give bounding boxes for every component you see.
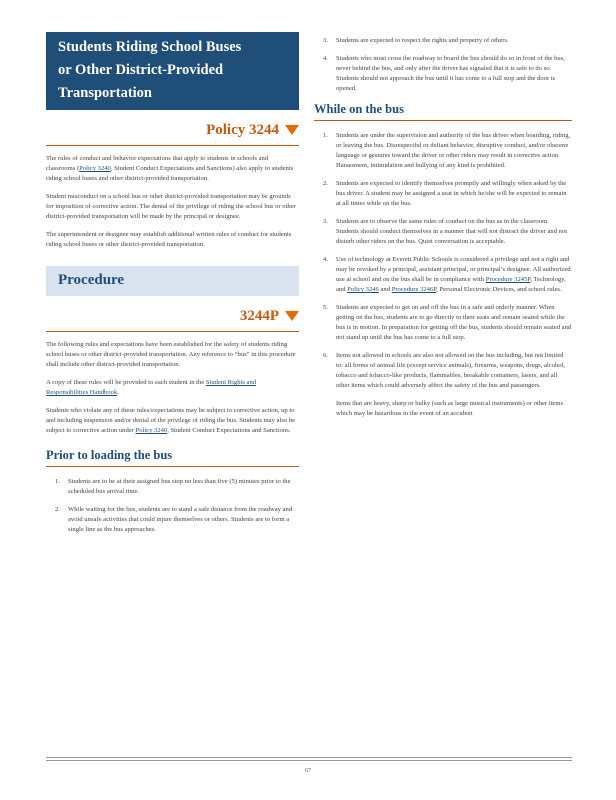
- title-line-3: Transportation: [58, 85, 152, 101]
- item-number: 4.: [323, 256, 328, 263]
- item-text: Use of technology at Everett Public Schools is considered a privilege and not a right and may be revoked by a principal, assistant principal, or principal’s designee. All authorized use at school and on the bus shall be in compliance with: [336, 256, 571, 283]
- item-number: 1.: [55, 478, 60, 485]
- item-text: Students are expected to get on and off the bus in a safe and orderly manner. When getting on the bus, students are to go directly to their seats and remain seated while the bus is in motion. In preparation for getting off the bus, students should remain seated and not stand up until the bus has come to a full stop.: [336, 304, 572, 341]
- list-item: [46, 505, 299, 535]
- procedure-paragraph-1: The following rules and expectations have been established for the safety of students riding school buses or other district-provided transportation. Any reference to “bus” in this procedure shall include other district-provided transportation.: [46, 341, 296, 368]
- list-item: [314, 131, 572, 171]
- procedure-paragraph-3: [46, 406, 299, 436]
- intro-p1-text-b: , Student Conduct Expectations and Sanctions) also apply to students riding school buses and other district-provided transportation.: [46, 165, 294, 182]
- procedure-3245p-link[interactable]: Procedure 3245P: [485, 276, 531, 283]
- prior-to-loading-list: [46, 477, 299, 535]
- item-text: Students are under the supervision and authority of the bus driver when boarding, riding, or leaving the bus. Disrespectful or defiant behavior, disruptive conduct, and/or obscene language or gestures toward the driver or other riders may result in corrective action. Harassment, intimidation and bullying of any kind is prohibited.: [336, 132, 571, 169]
- item-text: Items not allowed in schools are also not allowed on the bus including, but not limited to: all forms of animal life (except service animals), firearms, weapons, drugs, alcohol, tobacco and tobacco-like products, flammables, breakable containers, lasers, and all other items which could adversely affect the safety of the bus and passengers.: [336, 352, 566, 389]
- item-text: Students are expected to respect the rights and property of others.: [336, 37, 509, 44]
- item-text: Students are expected to identify themselves promptly and willingly when asked by the bus driver. A student may be assigned a seat in which he/she will be expected to remain at all times while on the bus.: [336, 180, 567, 207]
- footer-rule: [46, 757, 572, 763]
- item-number: 5.: [323, 304, 328, 311]
- prior-to-loading-list-continued: [314, 36, 572, 94]
- policy-3240-link[interactable]: Policy 3240: [135, 427, 168, 434]
- proc-p3-text-b: , Student Conduct Expectations and Sanctions.: [167, 427, 291, 434]
- while-on-bus-list: [314, 131, 572, 419]
- list-item: [314, 303, 572, 343]
- policy-3240-link[interactable]: Policy 3240: [79, 165, 111, 172]
- title-line-2: or Other District-Provided: [58, 62, 224, 78]
- list-item: [314, 36, 572, 46]
- policy-divider: [46, 145, 299, 146]
- policy-number-row: [46, 120, 299, 140]
- title-line-1: Students Riding School Buses: [58, 39, 242, 55]
- page-number: 67: [305, 768, 311, 774]
- policy-title-banner: [46, 32, 299, 110]
- procedure-heading: Procedure: [58, 272, 125, 288]
- proc-p3-text-a: Students who violate any of these rules/expectations may be subject to corrective action, up to and including suspension and/or denial of the privilege of riding the bus. Students may also be subject to corrective action under: [46, 407, 296, 434]
- handbook-link[interactable]: Student Rights and Responsibilities Handbook: [46, 379, 257, 396]
- list-item: [314, 179, 572, 209]
- item-text-continued: Items that are heavy, sharp or bulky (such as large musical instruments) or other items which may be hazardous in the event of an accident: [336, 400, 564, 417]
- right-column: [314, 32, 572, 427]
- proc-p2-text-a: A copy of these rules will be provided to each student in the: [46, 379, 206, 386]
- intro-paragraph-3: The superintendent or designee may establish additional written rules of conduct for students riding school buses or other district-provided transportation.: [46, 231, 292, 248]
- policy-number: Policy 3244: [206, 121, 279, 138]
- item-text: Students who must cross the roadway to board the bus should do so in front of the bus, never behind the bus, and only after the driver has signaled that it is safe to do so. Students should not approach the bus until it has come to a full stop and the door is opened.: [336, 55, 565, 92]
- procedure-number: 3244P: [239, 307, 279, 324]
- triangle-down-icon: [285, 125, 299, 135]
- item-text: and: [378, 286, 392, 293]
- proc-p2-text-b: .: [117, 389, 119, 396]
- item-text: Students are to observe the same rules of conduct on the bus as in the classroom. Students should conduct themselves in a manner that will not distract the driver and not disturb other riders on the bus. Quiet conversation is acceptable.: [336, 218, 568, 245]
- intro-paragraph-1: [46, 154, 299, 184]
- item-text: , Technology, and: [336, 276, 566, 293]
- item-text: Students are to be at their assigned bus stop no less than five (5) minutes prior to the scheduled bus arrival time.: [68, 478, 291, 495]
- item-number: 2.: [55, 506, 60, 513]
- item-number: 3.: [323, 218, 328, 225]
- procedure-divider: [46, 331, 299, 332]
- policy-3246-link[interactable]: Policy 3246: [347, 286, 379, 293]
- list-item: [46, 477, 299, 497]
- item-number: 2.: [323, 180, 328, 187]
- item-number: 4.: [323, 55, 328, 62]
- item-text: , Personal Electronic Devices, and school rules.: [436, 286, 562, 293]
- item-number: 1.: [323, 132, 328, 139]
- list-item: [314, 217, 572, 247]
- procedure-paragraph-2: [46, 378, 299, 398]
- procedure-banner: [46, 266, 299, 296]
- intro-p1-text-a: The rules of conduct and behavior expectations that apply to students in schools and classrooms (: [46, 155, 269, 172]
- procedure-number-row: [46, 306, 299, 326]
- item-text: While waiting for the bus, students are to stand a safe distance from the roadway and avoid unsafe activities that could injure themselves or others. Students are to form a single line as the bus approaches.: [68, 506, 293, 533]
- prior-to-loading-heading: Prior to loading the bus: [46, 448, 299, 467]
- procedure-3246p-link[interactable]: Procedure 3246P: [391, 286, 437, 293]
- triangle-down-icon: [285, 311, 299, 321]
- while-on-bus-heading: While on the bus: [314, 102, 572, 121]
- item-number: 6.: [323, 352, 328, 359]
- list-item: [314, 351, 572, 419]
- left-column: [46, 32, 299, 543]
- list-item: [314, 54, 572, 94]
- intro-paragraph-2: Student misconduct on a school bus or other district-provided transportation may be grounds for imposition of corrective action. The denial of the privilege of riding the school bus or other district-provided transportation will be made by the principal or designee.: [46, 193, 296, 220]
- list-item: [314, 255, 572, 295]
- item-number: 3.: [323, 37, 328, 44]
- footer-line-2: [46, 760, 572, 763]
